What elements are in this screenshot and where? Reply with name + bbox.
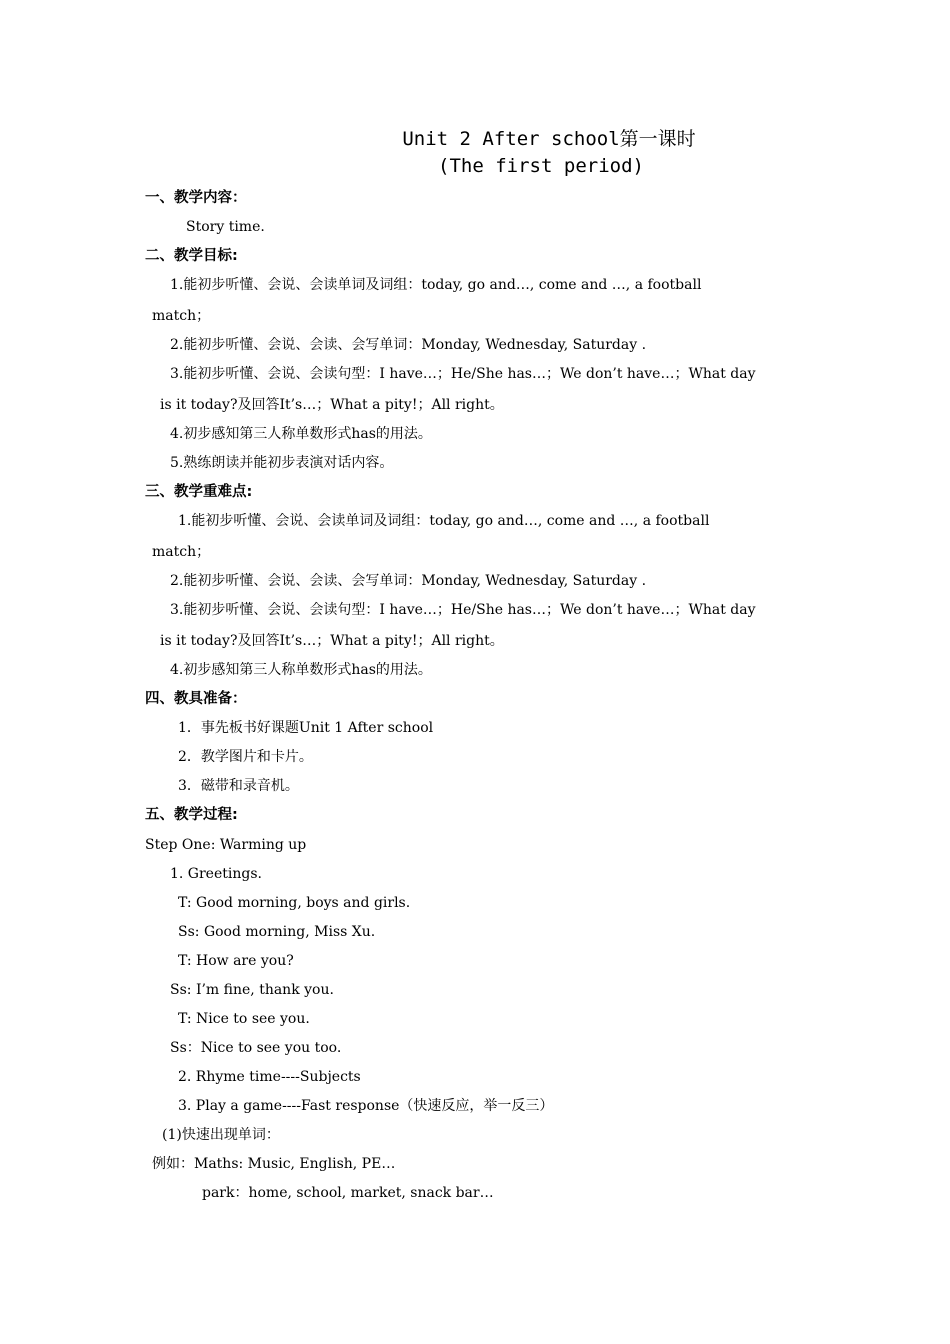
process-line: park：home, school, market, snack bar… <box>202 1185 494 1201</box>
goal-line: 1.能初步听懂、会说、会读单词及词组：today, go and…, come and …, a football <box>170 277 702 293</box>
process-line: (1)快速出现单词： <box>162 1127 280 1143</box>
process-line: T: How are you? <box>178 953 294 969</box>
process-line: Ss: Good morning, Miss Xu. <box>178 924 376 940</box>
content-line: Story time. <box>186 219 265 235</box>
process-line: Step One: Warming up <box>145 837 307 853</box>
section-heading-process: 五、教学过程: <box>145 807 238 823</box>
process-line: Ss: I’m fine, thank you. <box>170 982 334 998</box>
goal-line: 5.熟练朗读并能初步表演对话内容。 <box>170 455 394 471</box>
process-line: T: Nice to see you. <box>178 1011 310 1027</box>
page-subtitle: (The first period) <box>438 155 644 177</box>
process-line: T: Good morning, boys and girls. <box>178 895 411 911</box>
key-point-line: 2.能初步听懂、会说、会读、会写单词：Monday, Wednesday, Saturday . <box>170 573 647 589</box>
goal-line: 4.初步感知第三人称单数形式has的用法。 <box>170 426 432 442</box>
key-point-line: is it today?及回答It’s…；What a pity!；All right。 <box>160 633 504 649</box>
process-line: 例如：Maths: Music, English, PE… <box>152 1156 396 1172</box>
key-point-line: match； <box>152 544 211 560</box>
goal-line: match； <box>152 308 211 324</box>
goal-line: 2.能初步听懂、会说、会读、会写单词：Monday, Wednesday, Saturday . <box>170 337 647 353</box>
key-point-line: 1.能初步听懂、会说、会读单词及词组：today, go and…, come and …, a football <box>178 513 710 529</box>
material-line: 3．磁带和录音机。 <box>178 778 299 794</box>
process-line: 2. Rhyme time----Subjects <box>178 1069 361 1085</box>
page-title: Unit 2 After school第一课时 <box>402 128 696 150</box>
key-point-line: 4.初步感知第三人称单数形式has的用法。 <box>170 662 432 678</box>
key-point-line: 3.能初步听懂、会说、会读句型：I have…；He/She has…；We don’t have…；What day <box>170 602 756 618</box>
section-heading-content: 一、教学内容： <box>145 190 247 206</box>
section-heading-materials: 四、教具准备： <box>145 691 247 707</box>
goal-line: 3.能初步听懂、会说、会读句型：I have…；He/She has…；We don’t have…；What day <box>170 366 756 382</box>
material-line: 1．事先板书好课题Unit 1 After school <box>178 720 434 736</box>
section-heading-goals: 二、教学目标: <box>145 248 238 264</box>
goal-line: is it today?及回答It’s…；What a pity!；All right。 <box>160 397 504 413</box>
material-line: 2．教学图片和卡片。 <box>178 749 313 765</box>
process-line: Ss：Nice to see you too. <box>170 1040 342 1056</box>
process-line: 3. Play a game----Fast response（快速反应，举一反三） <box>178 1098 554 1114</box>
section-heading-key-points: 三、教学重难点: <box>145 484 253 500</box>
process-line: 1. Greetings. <box>170 866 262 882</box>
